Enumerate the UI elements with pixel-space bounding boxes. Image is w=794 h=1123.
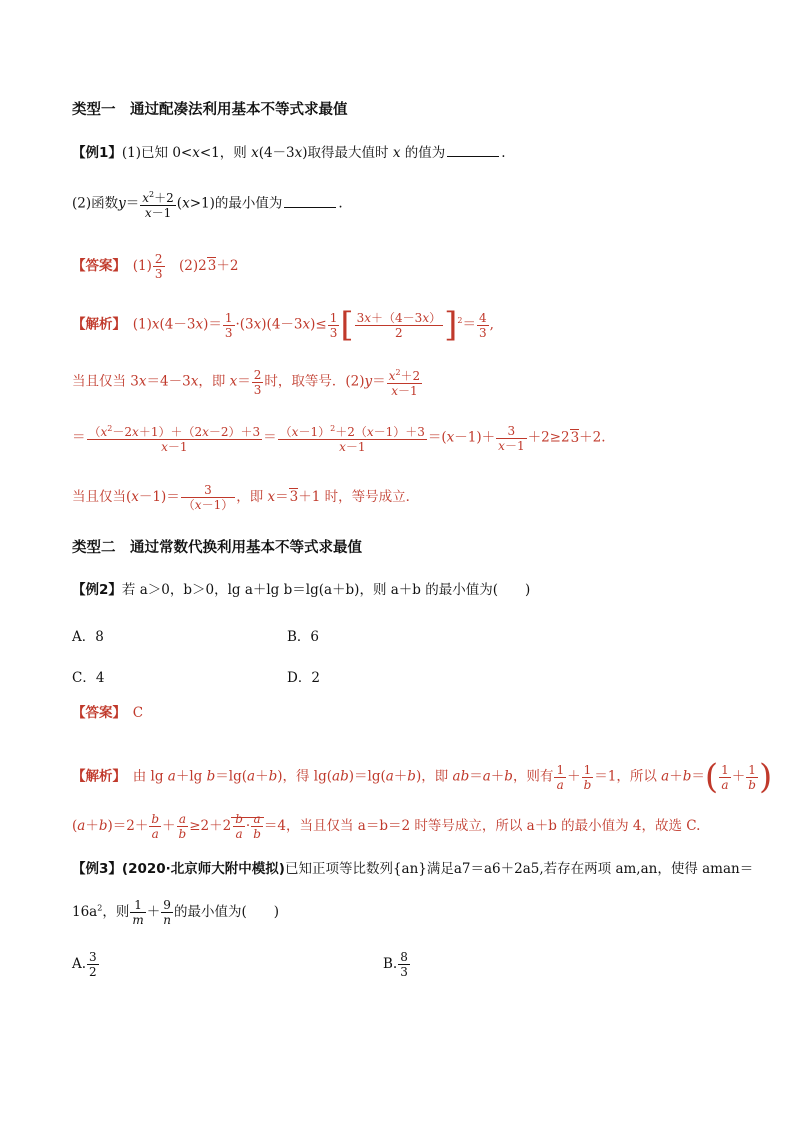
ex2-label: 【例2】 (72, 582, 122, 598)
ex3-question-1: 【例3】(2020·北京师大附中模拟)已知正项等比数列{an}满足a7＝a6＋2a5,若存在两项 am,an，使得 aman＝ (72, 861, 754, 877)
answer-blank (284, 206, 336, 208)
ex2-analysis-1: 【解析】 由 lg a＋lg b＝lg(a＋b)，得 lg(ab)＝lg(a＋b)，即 ab＝a＋b，则有 $\frac{1}{a}$ ＋ $\frac{1}{b}$ ＝1，所以 a＋b＝( $\frac{1}{a}$ ＋ $\frac{1}{b}$ ) (72, 757, 773, 797)
answer-blank (447, 155, 499, 157)
ex2-analysis-2: (a＋b)＝2＋ $\frac{b}{a}$ ＋ $\frac{a}{b}$ ≥2＋2 $\frac{b}{a}$ · $\frac{a}{b}$ ＝4，当且仅当 a＝b＝2 时等号成立，所以 a＋b 的最小值为 4，故选 C. (72, 812, 701, 841)
ex1-label: 【例1】 (72, 145, 122, 161)
ex1-analysis-4: 当且仅当(x－1)＝ $\frac{3}{(x-1)}$ ，即 x＝3＋1 时，等号成立． (72, 483, 420, 512)
ex3-label: 【例3】 (72, 861, 122, 877)
ex3-option-a: A. $\frac{3}{2}$ (72, 950, 97, 979)
ex2-option-d: D．2 (287, 670, 320, 686)
ex2-option-c: C．4 (72, 670, 105, 686)
ex1-question-1: 【例1】(1)已知 0<x<1，则 x(4－3x)取得最大值时 x 的值为 . (72, 145, 506, 161)
fraction: $\frac{x^2+2}{x-1}$ (142, 190, 174, 220)
section-2-title: 类型二 通过常数代换利用基本不等式求最值 (72, 540, 362, 556)
ex2-question: 【例2】若 a＞0，b＞0，lg a＋lg b＝lg(a＋b)，则 a＋b 的最小值为( ) (72, 582, 531, 598)
ex3-source: (2020·北京师大附中模拟) (121, 861, 285, 877)
ex1-answer: 【答案】 (1) $\frac{2}{3}$ (2)23＋2 (72, 252, 239, 281)
ex1-analysis-1: 【解析】 (1)x(4－3x)＝ $\frac{1}{3}$ ·(3x)(4－3x)≤ $\frac{1}{3}$ [ $\frac{3x+(4-3x)}{2}$ ]$^2$＝ $\frac{4}{3}$ , (72, 305, 494, 345)
ex2-option-a: A．8 (72, 629, 104, 645)
ex3-option-b: B. $\frac{8}{3}$ (383, 950, 408, 979)
ex1-question-2: (2)函数y＝ $\frac{x^2+2}{x-1}$ (x>1)的最小值为 . (72, 190, 343, 220)
ex2-answer: 【答案】 C (72, 705, 144, 721)
ex1-analysis-3: ＝ $\frac{(x^2-2x+1)+(2x-2)+3}{x-1}$ ＝ $\frac{(x-1)^2+2(x-1)+3}{x-1}$ ＝(x－1)＋ $\frac{3}{x-1}$ ＋2≥23＋2. (72, 423, 606, 454)
ex1-analysis-2: 当且仅当 3x＝4－3x，即 x＝ $\frac{2}{3}$ 时，取等号．(2)y＝ $\frac{x^2+2}{x-1}$ (72, 367, 421, 398)
ex2-option-b: B．6 (287, 629, 320, 645)
section-1-title: 类型一 通过配凑法利用基本不等式求最值 (72, 102, 348, 118)
ex3-question-2: $16a^2$，则 $\frac{1}{m}$ ＋ $\frac{9}{n}$ 的最小值为( ) (72, 898, 279, 927)
